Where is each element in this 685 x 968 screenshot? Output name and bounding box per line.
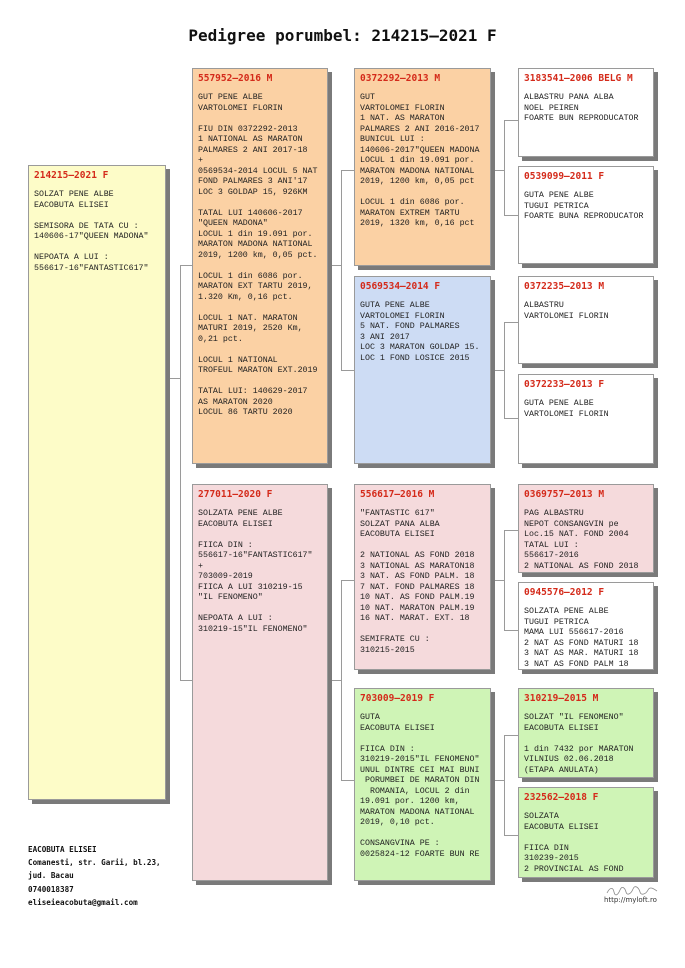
ring-number: 232562–2018 F xyxy=(524,792,599,803)
owner-name: EACOBUTA ELISEI xyxy=(28,845,97,854)
pedigree-card-sds xyxy=(518,276,654,364)
pedigree-card-dam xyxy=(192,484,328,881)
pedigree-card-dds xyxy=(518,688,654,778)
bird-description: SOLZAT "IL FENOMENO" EACOBUTA ELISEI 1 din 7432 por MARATON VILNIUS 02.06.2018 (ETAPA ANULATA) xyxy=(524,713,634,775)
pedigree-card-ddd xyxy=(518,787,654,878)
connector-line xyxy=(504,835,518,836)
pedigree-card-dsd xyxy=(518,582,654,670)
pedigree-card-subject xyxy=(28,165,166,800)
connector-line xyxy=(504,322,518,323)
owner-contact xyxy=(28,843,161,909)
owner-email[interactable]: eliseieacobuta@gmail.com xyxy=(28,897,138,907)
ring-number: 557952–2016 M xyxy=(198,73,273,84)
pedigree-card-dss xyxy=(518,484,654,573)
connector-line xyxy=(504,735,505,835)
connector-line xyxy=(504,530,518,531)
connector-line xyxy=(504,120,505,215)
connector-line xyxy=(491,580,504,581)
page-title: Pedigree porumbel: 214215–2021 F xyxy=(188,26,497,45)
owner-phone: 0740018387 xyxy=(28,884,74,894)
ring-number: 0569534–2014 F xyxy=(360,281,441,292)
connector-line xyxy=(504,630,518,631)
connector-line xyxy=(491,170,504,171)
logo-url[interactable]: http://myloft.ro xyxy=(604,896,657,904)
pedigree-card-sire-dam xyxy=(354,276,491,464)
connector-line xyxy=(328,680,341,681)
bird-description: ALBASTRU PANA ALBA NOEL PEIREN FOARTE BUN REPRODUCATOR xyxy=(524,93,639,123)
ring-number: 703009–2019 F xyxy=(360,693,435,704)
connector-line xyxy=(341,170,354,171)
connector-line xyxy=(504,418,518,419)
bird-description: ALBASTRU VARTOLOMEI FLORIN xyxy=(524,301,609,321)
ring-number: 277011–2020 F xyxy=(198,489,273,500)
ring-number: 0945576–2012 F xyxy=(524,587,605,598)
pedigree-card-sire-sire xyxy=(354,68,491,266)
connector-line xyxy=(166,378,180,379)
connector-line xyxy=(491,780,504,781)
bird-description: GUT VARTOLOMEI FLORIN 1 NAT. AS MARATON PALMARES 2 ANI 2016-2017 BUNICUL LUI : 140606-2017"QUEEN MADONA LOCUL 1 din 19.091 por. MARATON MADONA NATIONAL 2019, 1200 km, 0,05 pct LOCUL 1 din 6086 por. MARATON EXTREM TARTU 2019, 1320 km, 0,16 pct xyxy=(360,93,480,228)
signature-logo-icon xyxy=(606,886,658,896)
ring-number: 0539099–2011 F xyxy=(524,171,605,182)
bird-description: SOLZAT PENE ALBE EACOBUTA ELISEI SEMISORA DE TATA CU : 140606-17"QUEEN MADONA" NEPOATA A LUI : 556617-16"FANTASTIC617" xyxy=(34,190,149,273)
connector-line xyxy=(504,735,518,736)
connector-line xyxy=(180,265,181,680)
ring-number: 556617–2016 M xyxy=(360,489,435,500)
connector-line xyxy=(341,580,354,581)
ring-number: 0372292–2013 M xyxy=(360,73,441,84)
bird-description: SOLZATA EACOBUTA ELISEI FIICA DIN 310239-2015 2 PROVINCIAL AS FOND xyxy=(524,812,624,874)
connector-line xyxy=(341,780,354,781)
owner-address: Comanesti, str. Garii, bl.23, xyxy=(28,858,161,868)
connector-line xyxy=(504,322,505,418)
bird-description: GUTA PENE ALBE VARTOLOMEI FLORIN xyxy=(524,399,609,419)
ring-number: 0369757–2013 M xyxy=(524,489,605,500)
connector-line xyxy=(341,580,342,780)
pedigree-card-sire xyxy=(192,68,328,464)
ring-number: 214215–2021 F xyxy=(34,170,109,181)
connector-line xyxy=(504,215,518,216)
ring-number: 310219–2015 M xyxy=(524,693,599,704)
bird-description: GUTA PENE ALBE TUGUI PETRICA FOARTE BUNA REPRODUCATOR xyxy=(524,191,644,221)
pedigree-card-sdd xyxy=(518,374,654,464)
pedigree-card-dam-sire xyxy=(354,484,491,670)
connector-line xyxy=(341,370,354,371)
connector-line xyxy=(180,265,192,266)
ring-number: 0372233–2013 F xyxy=(524,379,605,390)
bird-description: PAG ALBASTRU NEPOT CONSANGVIN pe Loc.15 NAT. FOND 2004 TATAL LUI : 556617-2016 2 NATIONAL AS FOND 2018 xyxy=(524,509,639,571)
connector-line xyxy=(180,680,192,681)
pedigree-card-sss xyxy=(518,68,654,157)
bird-description: GUTA PENE ALBE VARTOLOMEI FLORIN 5 NAT. FOND PALMARES 3 ANI 2017 LOC 3 MARATON GOLDAP 15. LOC 1 FOND LOSICE 2015 xyxy=(360,301,480,363)
connector-line xyxy=(504,530,505,630)
bird-description: "FANTASTIC 617" SOLZAT PANA ALBA EACOBUTA ELISEI 2 NATIONAL AS FOND 2018 3 NATIONAL AS MARATON18 3 NAT. AS FOND PALM. 18 7 NAT. FOND PALMARES 18 10 NAT. AS FOND PALM.19 10 NAT. MARATON PALM.19 16 NAT. MARAT. EXT. 18 SEMIFRATE CU : 310215-2015 xyxy=(360,509,475,655)
bird-description: SOLZATA PENE ALBE TUGUI PETRICA MAMA LUI 556617-2016 2 NAT AS FOND MATURI 18 3 NAT AS MAR. MATURI 18 3 NAT AS FOND PALM 18 xyxy=(524,607,639,669)
ring-number: 3183541–2006 BELG M xyxy=(524,73,633,84)
connector-line xyxy=(491,370,504,371)
bird-description: SOLZATA PENE ALBE EACOBUTA ELISEI FIICA DIN : 556617-16"FANTASTIC617" + 703009-2019 FIICA A LUI 310219-15 "IL FENOMENO" NEPOATA A LUI : 310219-15"IL FENOMENO" xyxy=(198,509,313,634)
connector-line xyxy=(341,170,342,370)
bird-description: GUT PENE ALBE VARTOLOMEI FLORIN FIU DIN 0372292-2013 1 NATIONAL AS MARATON PALMARES 2 ANI 2017-18 + 0569534-2014 LOCUL 5 NAT FOND PALMARES 3 ANI'17 LOC 3 GOLDAP 15, 926KM TATAL LUI 140606-2017 "QUEEN MADONA" LOCUL 1 din 19.091 por. MARATON MADONA NATIONAL 2019, 1200 km, 0,05 pct. LOCUL 1 din 6086 por. MARATON EXT TARTU 2019, 1.320 Km, 0,16 pct. LOCUL 1 NAT. MARATON MATURI 2019, 2520 Km, 0,21 pct. LOCUL 1 NATIONAL TROFEUL MARATON EXT.2019 TATAL LUI: 140629-2017 AS MARATON 2020 LOCUL 86 TARTU 2020 xyxy=(198,93,318,417)
pedigree-card-dam-dam xyxy=(354,688,491,881)
connector-line xyxy=(328,265,341,266)
owner-county: jud. Bacau xyxy=(28,871,74,881)
ring-number: 0372235–2013 M xyxy=(524,281,605,292)
connector-line xyxy=(504,120,518,121)
pedigree-card-ssd xyxy=(518,166,654,264)
bird-description: GUTA EACOBUTA ELISEI FIICA DIN : 310219-2015"IL FENOMENO" UNUL DINTRE CEI MAI BUNI PORUMBEI DE MARATON DIN ROMANIA, LOCUL 2 din 19.091 por. 1200 km, MARATON MADONA NATIONAL 2019, 0,10 pct. CONSANGVINA PE : 0025824-12 FOARTE BUN RE xyxy=(360,713,480,859)
